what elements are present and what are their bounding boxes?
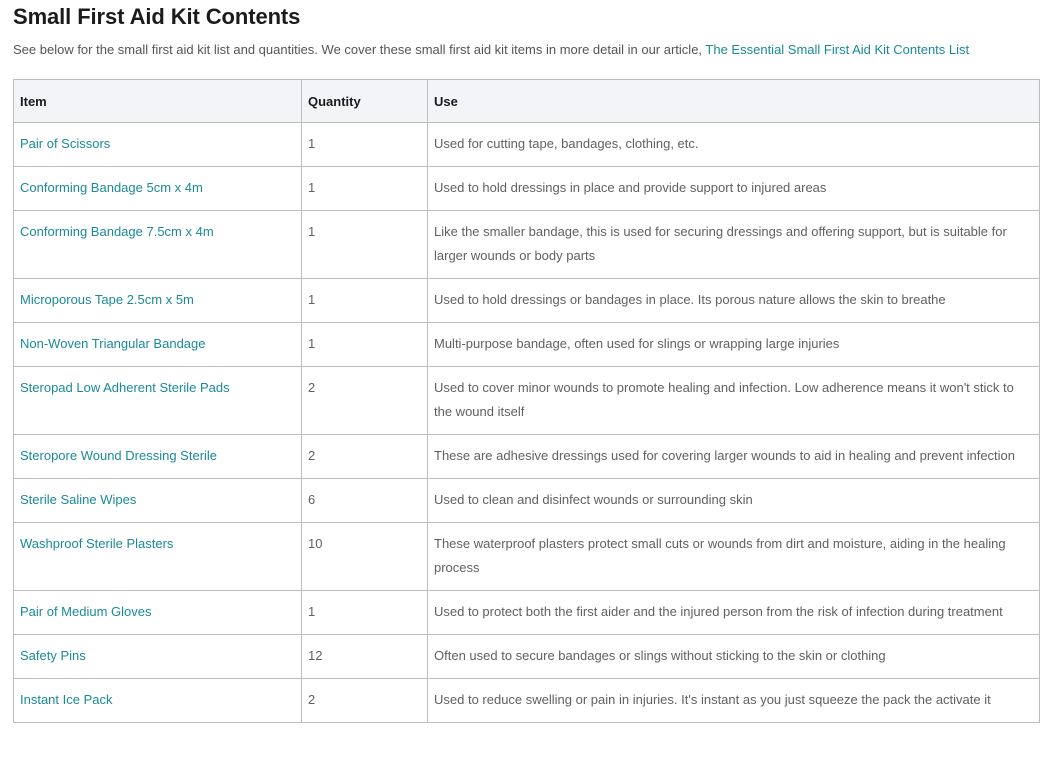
item-link[interactable]: Non-Woven Triangular Bandage	[14, 323, 302, 367]
article-link[interactable]: The Essential Small First Aid Kit Contents List	[705, 42, 970, 57]
quantity-cell: 1	[302, 323, 428, 367]
use-cell: Often used to secure bandages or slings without sticking to the skin or clothing	[428, 635, 1040, 679]
quantity-cell: 1	[302, 279, 428, 323]
table-row	[14, 323, 1040, 367]
table-row	[14, 479, 1040, 523]
article-section	[13, 0, 1039, 707]
item-link[interactable]: Sterile Saline Wipes	[14, 479, 302, 523]
quantity-cell: 6	[302, 479, 428, 523]
table-row	[14, 367, 1040, 435]
item-link[interactable]: Steropore Wound Dressing Sterile	[14, 435, 302, 479]
use-cell: Used to protect both the first aider and the injured person from the risk of infection during treatment	[428, 591, 1040, 635]
use-cell: Used to hold dressings or bandages in place. Its porous nature allows the skin to breathe	[428, 279, 1040, 323]
header-item: Item	[14, 80, 302, 123]
use-cell: These are adhesive dressings used for covering larger wounds to aid in healing and prevent infection	[428, 435, 1040, 479]
item-link[interactable]: Microporous Tape 2.5cm x 5m	[14, 279, 302, 323]
quantity-cell: 1	[302, 591, 428, 635]
table-row	[14, 279, 1040, 323]
quantity-cell: 1	[302, 123, 428, 167]
use-cell: Used to cover minor wounds to promote healing and infection. Low adherence means it won't stick to the wound itself	[428, 367, 1040, 435]
header-use: Use	[428, 80, 1040, 123]
table-row	[14, 211, 1040, 279]
use-cell: Used for cutting tape, bandages, clothing, etc.	[428, 123, 1040, 167]
item-link[interactable]: Washproof Sterile Plasters	[14, 523, 302, 591]
item-link[interactable]: Instant Ice Pack	[14, 679, 302, 723]
table-row	[14, 679, 1040, 723]
item-link[interactable]: Conforming Bandage 5cm x 4m	[14, 167, 302, 211]
table-row	[14, 591, 1040, 635]
table-row	[14, 123, 1040, 167]
quantity-cell: 1	[302, 167, 428, 211]
quantity-cell: 10	[302, 523, 428, 591]
quantity-cell: 2	[302, 435, 428, 479]
use-cell: These waterproof plasters protect small cuts or wounds from dirt and moisture, aiding in the healing process	[428, 523, 1040, 591]
quantity-cell: 2	[302, 367, 428, 435]
intro-text: See below for the small first aid kit list and quantities. We cover these small first aid kit items in more detail in our article,	[13, 42, 706, 57]
use-cell: Used to clean and disinfect wounds or surrounding skin	[428, 479, 1040, 523]
quantity-cell: 2	[302, 679, 428, 723]
use-cell: Used to reduce swelling or pain in injuries. It's instant as you just squeeze the pack the activate it	[428, 679, 1040, 723]
table-header-row	[14, 80, 1040, 123]
item-link[interactable]: Pair of Scissors	[14, 123, 302, 167]
use-cell: Like the smaller bandage, this is used for securing dressings and offering support, but is suitable for larger wounds or body parts	[428, 211, 1040, 279]
item-link[interactable]: Safety Pins	[14, 635, 302, 679]
item-link[interactable]: Steropad Low Adherent Sterile Pads	[14, 367, 302, 435]
quantity-cell: 12	[302, 635, 428, 679]
intro-paragraph	[13, 42, 1039, 58]
page-title: Small First Aid Kit Contents	[13, 4, 301, 29]
use-cell: Multi-purpose bandage, often used for slings or wrapping large injuries	[428, 323, 1040, 367]
quantity-cell: 1	[302, 211, 428, 279]
table-row	[14, 635, 1040, 679]
table-row	[14, 167, 1040, 211]
item-link[interactable]: Conforming Bandage 7.5cm x 4m	[14, 211, 302, 279]
item-link[interactable]: Pair of Medium Gloves	[14, 591, 302, 635]
table-row	[14, 435, 1040, 479]
header-quantity: Quantity	[302, 80, 428, 123]
table-row	[14, 523, 1040, 591]
first-aid-kit-table	[13, 79, 1040, 723]
use-cell: Used to hold dressings in place and provide support to injured areas	[428, 167, 1040, 211]
